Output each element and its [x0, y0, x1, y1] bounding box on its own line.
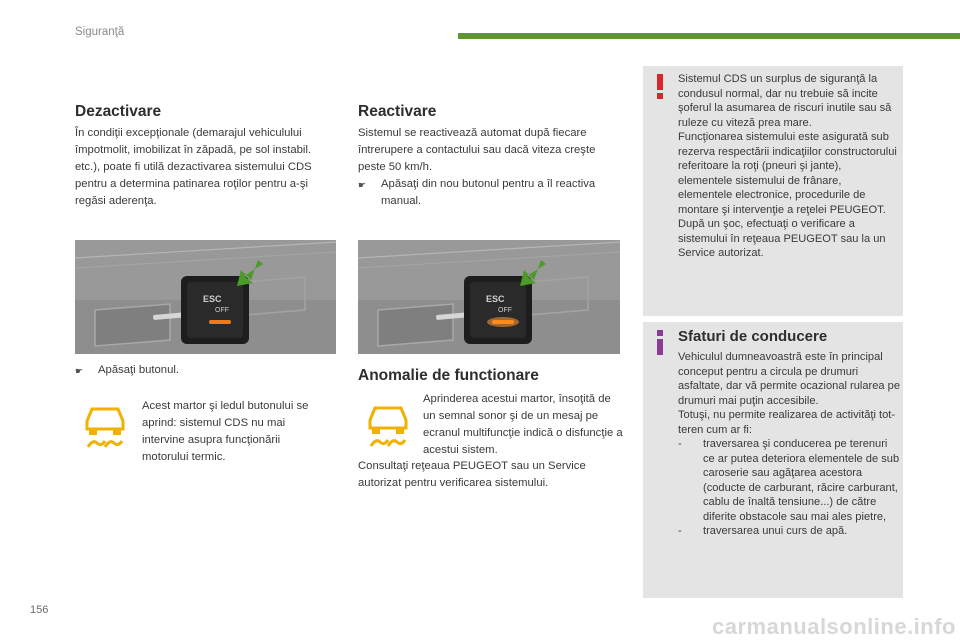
- button-led: [209, 320, 231, 324]
- list-item: - traversarea unui curs de apă.: [678, 525, 848, 537]
- dezactivare-bullet: [75, 362, 337, 380]
- info-p1: Vehiculul dumneavoastră este în principal conceput pentru a circula pe drumuri asfaltate, dar vă permite ocazional rularea pe drumuri mai puţin accesibile.: [678, 351, 900, 407]
- button-photo-on: [358, 240, 620, 354]
- warning-text: [678, 72, 898, 261]
- reactivare-bullet-text: Apăsaţi din nou butonul pentru a îl reactiva manual.: [381, 178, 596, 207]
- warning-p2: Funcţionarea sistemului este asigurată sub rezerva respectării indicaţiilor constructorului referitoare la roţi (pneuri şi jante), elementele sistemului de frânare, elementele electronice, procedurile de montare şi intervenţie a reţelei PEUGEOT.: [678, 131, 897, 216]
- list-item: - traversarea şi conducerea pe terenuri ce ar putea deteriora elementele de sub caroserie sau agăţarea acestora (coducte de carburant, răcire carburant, cablu de înaltă tensiune...) de către diferite obstacole sau mai ales pietre,: [678, 438, 900, 523]
- button-photo-off: [75, 240, 336, 354]
- info-list: [678, 437, 900, 539]
- cds-warning-lamp-icon: [83, 405, 127, 449]
- dezactivare-text: În condiţii excepţionale (demarajul vehiculului împotmolit, imobilizat în zăpadă, pe sol instabil. etc.), poate fi utilă dezactivarea sistemului CDS pentru a determina patinarea roţilor pentru a-şi regăsi aderenţa.: [75, 127, 312, 207]
- info-box: [643, 322, 903, 598]
- exclamation-icon: [653, 72, 667, 100]
- button-led-lit: [492, 320, 514, 324]
- heading-anomalie: Anomalie de functionare: [358, 367, 539, 384]
- watermark: carmanualsonline.info: [712, 614, 956, 639]
- warning-box: [643, 66, 903, 316]
- warning-p3: După un şoc, efectuaţi o verificare a sistemului în reţeaua PEUGEOT sau la un Service autorizat.: [678, 218, 886, 259]
- heading-sfaturi: Sfaturi de conducere: [678, 328, 828, 345]
- section-label: Siguranţă: [75, 26, 125, 38]
- info-icon: [653, 328, 667, 356]
- pointer-icon: ☛: [358, 180, 367, 190]
- svg-text:ESC: ESC: [486, 294, 505, 304]
- info-p2: Totuşi, nu permite realizarea de activităţi tot-teren cum ar fi:: [678, 409, 896, 436]
- header-accent-bar: [458, 33, 960, 39]
- heading-dezactivare: Dezactivare: [75, 103, 162, 120]
- dezactivare-lamp-note: Acest martor şi ledul butonului se aprind: sistemul CDS nu mai intervine asupra funcţionării motorului termic.: [142, 400, 309, 463]
- pointer-icon: ☛: [75, 366, 84, 376]
- svg-text:ESC: ESC: [203, 294, 222, 304]
- dezactivare-bullet-text: Apăsaţi butonul.: [98, 364, 180, 376]
- warning-p1: Sistemul CDS un surplus de siguranţă la condusul normal, dar nu trebuie să incite şoferul la asumarea de riscuri inutile sau să ruleze cu viteză prea mare.: [678, 73, 892, 129]
- cds-fault-lamp-icon: [366, 404, 410, 448]
- heading-reactivare: Reactivare: [358, 103, 437, 120]
- svg-text:OFF: OFF: [498, 307, 512, 314]
- anomalie-lamp-note: Aprinderea acestui martor, însoţită de un semnal sonor şi de un mesaj pe ecranul multifuncţie indică o disfuncţie a acestui sistem.: [423, 393, 623, 456]
- reactivare-bullet: [358, 176, 622, 210]
- page-number: 156: [30, 604, 49, 616]
- svg-text:OFF: OFF: [215, 307, 229, 314]
- anomalie-text: Consultaţi reţeaua PEUGEOT sau un Service autorizat pentru verificarea sistemului.: [358, 460, 586, 489]
- reactivare-text: Sistemul se reactivează automat după fiecare întrerupere a contactului sau dacă viteza creşte peste 50 km/h.: [358, 127, 596, 173]
- info-text: [678, 350, 900, 539]
